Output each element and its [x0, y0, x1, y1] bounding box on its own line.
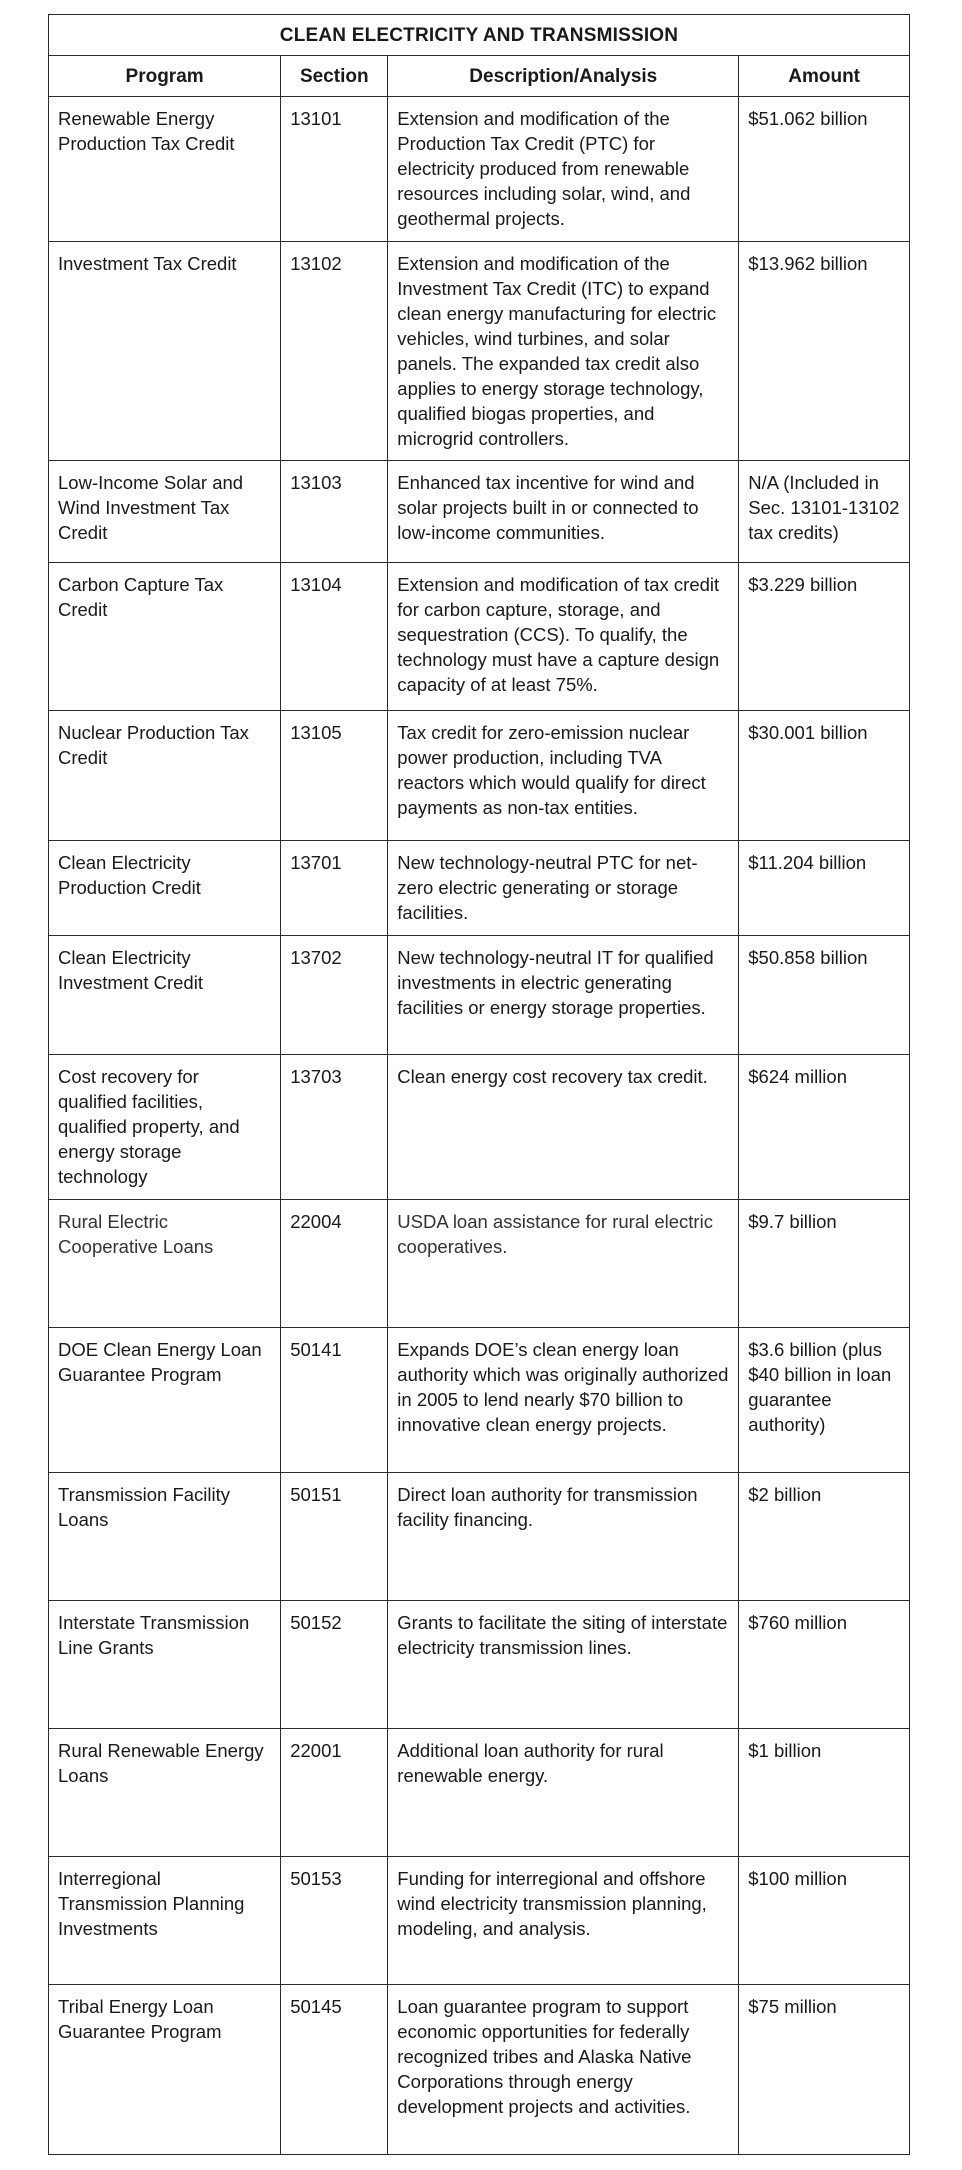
section-cell: 13105	[281, 711, 388, 841]
program-cell: Rural Electric Cooperative Loans	[49, 1200, 281, 1328]
description-cell: Clean energy cost recovery tax credit.	[388, 1055, 739, 1200]
program-cell: Low-Income Solar and Wind Investment Tax Credit	[49, 461, 281, 563]
section-cell: 13103	[281, 461, 388, 563]
description-cell: Funding for interregional and offshore wind electricity transmission planning, modeling, and analysis.	[388, 1857, 739, 1985]
program-cell: Cost recovery for qualified facilities, qualified property, and energy storage technology	[49, 1055, 281, 1200]
table-row	[49, 1857, 910, 1985]
column-header-program: Program	[49, 56, 281, 97]
amount-cell: $11.204 billion	[739, 841, 910, 936]
description-cell: Extension and modification of the Production Tax Credit (PTC) for electricity produced from renewable resources including solar, wind, and geothermal projects.	[388, 97, 739, 242]
description-cell: Tax credit for zero-emission nuclear power production, including TVA reactors which would qualify for direct payments as non-tax entities.	[388, 711, 739, 841]
table-row	[49, 461, 910, 563]
amount-cell: $75 million	[739, 1985, 910, 2155]
section-cell: 13702	[281, 936, 388, 1055]
table-row	[49, 1200, 910, 1328]
amount-cell: $30.001 billion	[739, 711, 910, 841]
section-cell: 13703	[281, 1055, 388, 1200]
amount-cell: $760 million	[739, 1601, 910, 1729]
table-row	[49, 1055, 910, 1200]
section-cell: 22004	[281, 1200, 388, 1328]
table-title-row	[49, 15, 910, 56]
description-cell: Grants to facilitate the siting of interstate electricity transmission lines.	[388, 1601, 739, 1729]
document-page	[48, 14, 910, 2155]
description-cell: Direct loan authority for transmission facility financing.	[388, 1473, 739, 1601]
column-header-section: Section	[281, 56, 388, 97]
table-row	[49, 1601, 910, 1729]
column-header-amount: Amount	[739, 56, 910, 97]
amount-cell: $2 billion	[739, 1473, 910, 1601]
description-cell: USDA loan assistance for rural electric cooperatives.	[388, 1200, 739, 1328]
program-cell: Investment Tax Credit	[49, 242, 281, 461]
section-cell: 13701	[281, 841, 388, 936]
table-row	[49, 936, 910, 1055]
section-cell: 22001	[281, 1729, 388, 1857]
amount-cell: $51.062 billion	[739, 97, 910, 242]
program-cell: Tribal Energy Loan Guarantee Program	[49, 1985, 281, 2155]
program-cell: Transmission Facility Loans	[49, 1473, 281, 1601]
amount-cell: N/A (Included in Sec. 13101-13102 tax credits)	[739, 461, 910, 563]
amount-cell: $50.858 billion	[739, 936, 910, 1055]
table-row	[49, 563, 910, 711]
section-cell: 50145	[281, 1985, 388, 2155]
section-cell: 50141	[281, 1328, 388, 1473]
program-cell: Nuclear Production Tax Credit	[49, 711, 281, 841]
description-cell: Extension and modification of the Investment Tax Credit (ITC) to expand clean energy manufacturing for electric vehicles, wind turbines, and solar panels. The expanded tax credit also applies to energy storage technology, qualified biogas properties, and microgrid controllers.	[388, 242, 739, 461]
table-row	[49, 242, 910, 461]
program-cell: Interstate Transmission Line Grants	[49, 1601, 281, 1729]
program-cell: Renewable Energy Production Tax Credit	[49, 97, 281, 242]
table-row	[49, 1985, 910, 2155]
table-row	[49, 1473, 910, 1601]
section-cell: 50152	[281, 1601, 388, 1729]
amount-cell: $3.229 billion	[739, 563, 910, 711]
section-cell: 50153	[281, 1857, 388, 1985]
amount-cell: $13.962 billion	[739, 242, 910, 461]
table-row	[49, 1729, 910, 1857]
section-cell: 13102	[281, 242, 388, 461]
amount-cell: $100 million	[739, 1857, 910, 1985]
amount-cell: $624 million	[739, 1055, 910, 1200]
table-row	[49, 1328, 910, 1473]
program-cell: Interregional Transmission Planning Investments	[49, 1857, 281, 1985]
description-cell: Extension and modification of tax credit for carbon capture, storage, and sequestration (CCS). To qualify, the technology must have a capture design capacity of at least 75%.	[388, 563, 739, 711]
program-cell: Clean Electricity Investment Credit	[49, 936, 281, 1055]
section-cell: 50151	[281, 1473, 388, 1601]
description-cell: New technology-neutral PTC for net-zero electric generating or storage facilities.	[388, 841, 739, 936]
description-cell: Additional loan authority for rural renewable energy.	[388, 1729, 739, 1857]
amount-cell: $3.6 billion (plus $40 billion in loan guarantee authority)	[739, 1328, 910, 1473]
table-row	[49, 97, 910, 242]
program-cell: Clean Electricity Production Credit	[49, 841, 281, 936]
program-cell: Carbon Capture Tax Credit	[49, 563, 281, 711]
amount-cell: $1 billion	[739, 1729, 910, 1857]
table-row	[49, 841, 910, 936]
program-cell: Rural Renewable Energy Loans	[49, 1729, 281, 1857]
column-header-row	[49, 56, 910, 97]
amount-cell: $9.7 billion	[739, 1200, 910, 1328]
column-header-description: Description/Analysis	[388, 56, 739, 97]
description-cell: New technology-neutral IT for qualified investments in electric generating facilities or energy storage properties.	[388, 936, 739, 1055]
table-row	[49, 711, 910, 841]
clean-electricity-table	[48, 14, 910, 2155]
description-cell: Expands DOE’s clean energy loan authority which was originally authorized in 2005 to lend nearly $70 billion to innovative clean energy projects.	[388, 1328, 739, 1473]
section-cell: 13101	[281, 97, 388, 242]
section-cell: 13104	[281, 563, 388, 711]
description-cell: Enhanced tax incentive for wind and solar projects built in or connected to low-income communities.	[388, 461, 739, 563]
table-title: CLEAN ELECTRICITY AND TRANSMISSION	[49, 15, 910, 56]
program-cell: DOE Clean Energy Loan Guarantee Program	[49, 1328, 281, 1473]
description-cell: Loan guarantee program to support economic opportunities for federally recognized tribes and Alaska Native Corporations through energy development projects and activities.	[388, 1985, 739, 2155]
